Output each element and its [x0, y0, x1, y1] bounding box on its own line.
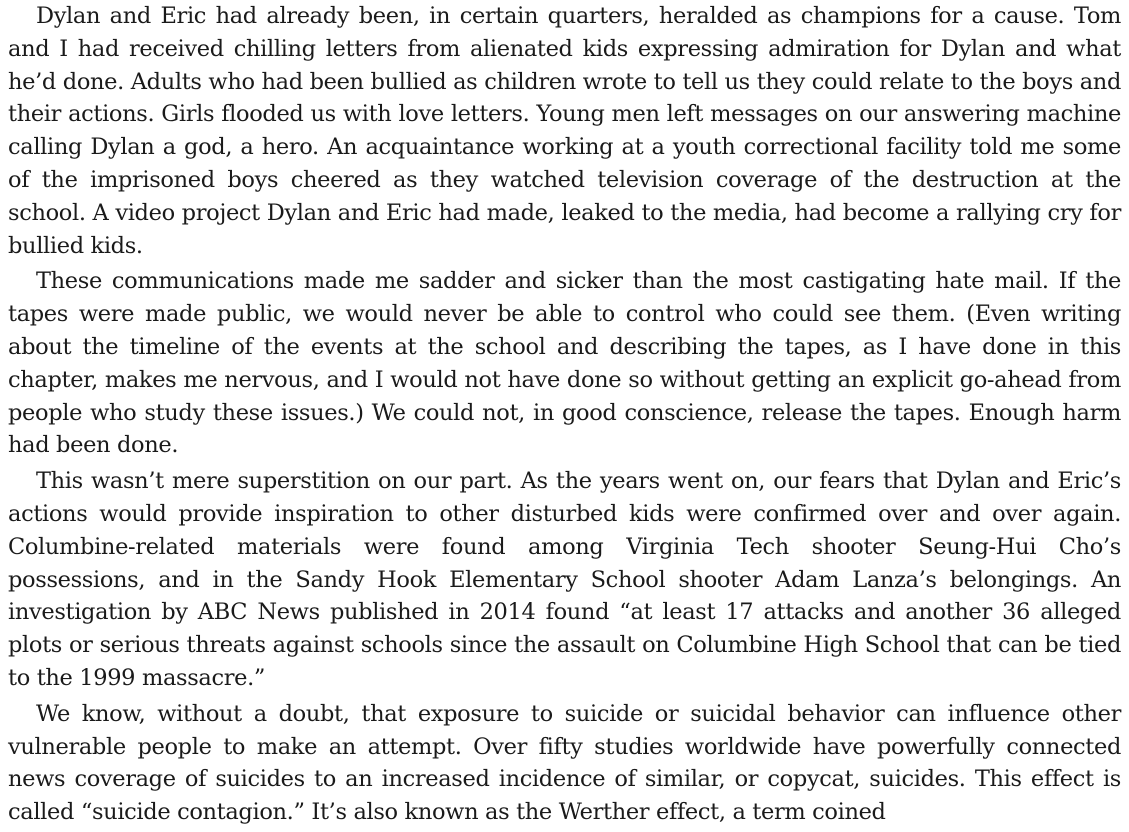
- document-page: [8, 0, 1121, 832]
- paragraph-1: Dylan and Eric had already been, in certain quarters, heralded as champions for a cause. Tom and I had received chilling letters from alienated kids expressing admiration for Dylan and what he’d done. Adults who had been bullied as children wrote to tell us they could relate to the boys and their actions. Girls flooded us with love letters. Young men left messages on our answering machine calling Dylan a god, a hero. An acquaintance working at a youth correctional facility told me some of the imprisoned boys cheered as they watched television coverage of the destruction at the school. A video project Dylan and Eric had made, leaked to the media, had become a rallying cry for bullied kids.: [8, 3, 1121, 259]
- paragraph-2: These communications made me sadder and sicker than the most castigating hate mail. If the tapes were made public, we would never be able to control who could see them. (Even writing about the timeline of the events at the school and describing the tapes, as I have done in this chapter, makes me nervous, and I would not have done so without getting an explicit go-ahead from people who study these issues.) We could not, in good conscience, release the tapes. Enough harm had been done.: [8, 268, 1121, 459]
- paragraph-3: This wasn’t mere superstition on our part. As the years went on, our fears that Dylan and Eric’s actions would provide inspiration to other disturbed kids were confirmed over and over again. Columbine-related materials were found among Virginia Tech shooter Seung-Hui Cho’s possessions, and in the Sandy Hook Elementary School shooter Adam Lanza’s belongings. An investigation by ABC News published in 2014 found “at least 17 attacks and another 36 alleged plots or serious threats against schools since the assault on Columbine High School that can be tied to the 1999 massacre.”: [8, 468, 1121, 691]
- paragraph-4: We know, without a doubt, that exposure to suicide or suicidal behavior can influence other vulnerable people to make an attempt. Over fifty studies worldwide have powerfully connected news coverage of suicides to an increased incidence of similar, or copycat, suicides. This effect is called “suicide contagion.” It’s also known as the Werther effect, a term coined: [8, 700, 1121, 826]
